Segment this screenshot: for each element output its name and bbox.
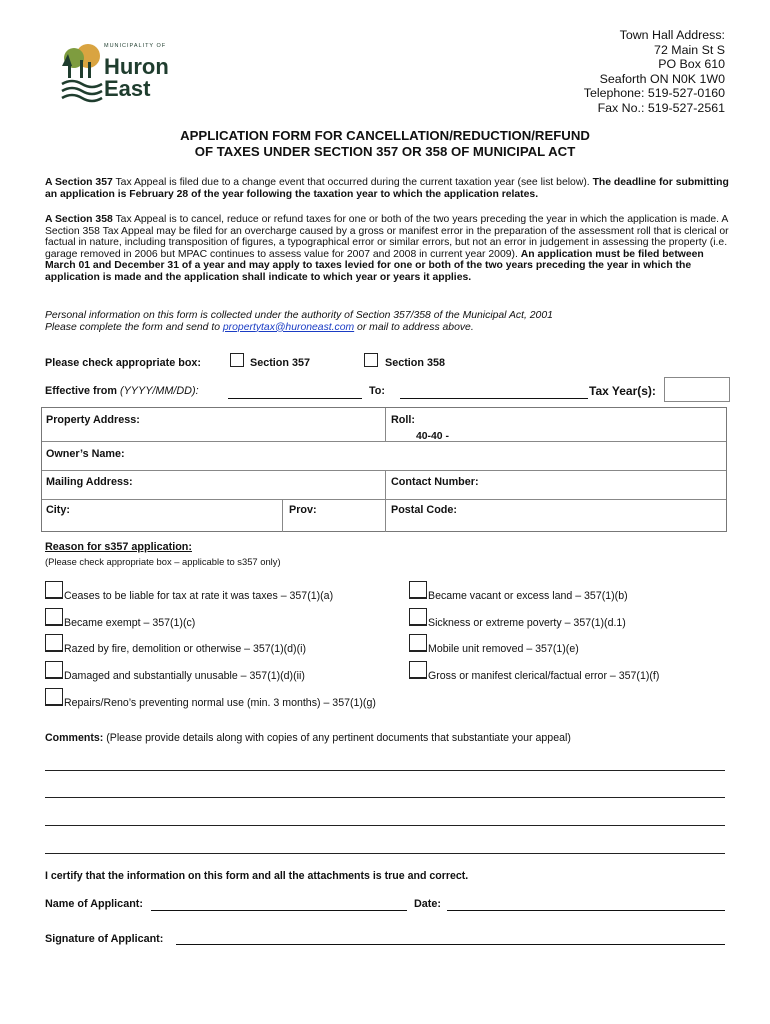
certification-statement: I certify that the information on this form and all the attachments is true and correct. (45, 870, 469, 882)
comments-line-3[interactable] (45, 825, 725, 826)
section-357-description (45, 177, 735, 200)
property-address-field[interactable]: Property Address: (46, 414, 140, 426)
reason-label: Ceases to be liable for tax at rate it was taxes – 357(1)(a) (64, 590, 334, 602)
privacy-notice (45, 310, 735, 333)
reason-checkbox-357-1-d1[interactable] (409, 608, 427, 626)
reason-checkbox-357-1-c[interactable] (45, 608, 63, 626)
effective-from-field[interactable] (228, 398, 362, 399)
reason-label: Gross or manifest clerical/factual error – 357(1)(f) (428, 670, 660, 682)
tax-year-field[interactable] (664, 377, 730, 402)
signature-field[interactable] (176, 944, 725, 945)
para-text: Tax Appeal is to cancel, reduce or refund taxes for one or both of the two years preceding the year in which the application is made. A Section 358 Tax Appeal may be filed for an overcharge caused by a gross or manifest error in the preparation of the assessment roll that is clerical or factual in nature, including transposition of figures, a typographical error or similar errors, but not an error in judgement in assessing the property (i.e. garage removed in 2006 but MPAC continues to assess value for 2007 and 2008 in current year 2009). (45, 214, 729, 260)
privacy-line-2 (45, 322, 735, 334)
address-line: Seaforth ON N0K 1W0 (599, 71, 725, 86)
postal-code-field[interactable]: Postal Code: (391, 504, 457, 516)
reason-checkbox-357-1-d-ii[interactable] (45, 661, 63, 679)
address-line: Town Hall Address: (619, 28, 725, 42)
reason-label: Damaged and substantially unusable – 357(1)(d)(ii) (64, 670, 305, 682)
form-title (0, 128, 770, 160)
form-title-line: OF TAXES UNDER SECTION 357 OR 358 OF MUNICIPAL ACT (194, 144, 576, 159)
comments-label (45, 732, 571, 744)
effective-to-field[interactable] (400, 398, 588, 399)
roll-prefix: 40-40 - (416, 431, 449, 442)
section-357-checkbox[interactable] (230, 353, 244, 372)
to-label: To: (369, 385, 385, 397)
date-format-hint: (YYYY/MM/DD): (120, 385, 199, 397)
privacy-text: Please complete the form and send to (45, 321, 223, 333)
reason-checkbox-357-1-a[interactable] (45, 581, 63, 599)
para-deadline: An application must be filed between March 01 and December 31 of a year and may apply to taxes levied for one or both of the two years preceding the year in which the application is made and the application shall indicate to which year or years it applies. (45, 248, 704, 283)
section-358-label: Section 358 (385, 357, 446, 369)
logo-word-huron: Huron (104, 54, 169, 79)
reason-checkbox-357-1-e[interactable] (409, 634, 427, 652)
email-link[interactable]: propertytax@huroneast.com (222, 321, 355, 333)
reason-label: Sickness or extreme poverty – 357(1)(d.1) (428, 617, 626, 629)
roll-field[interactable]: Roll: (391, 414, 415, 426)
comments-line-1[interactable] (45, 770, 725, 771)
logo-word-east: East (104, 76, 151, 101)
signature-label: Signature of Applicant: (45, 933, 164, 945)
reason-checkbox-357-1-g[interactable] (45, 688, 63, 706)
comments-line-2[interactable] (45, 797, 725, 798)
privacy-text: or mail to address above. (354, 321, 474, 333)
comments-note: (Please provide details along with copies of any pertinent documents that substantiate your appeal) (103, 732, 571, 744)
reason-checkbox-357-1-b[interactable] (409, 581, 427, 599)
para-text: Tax Appeal is filed due to a change event that occurred during the current taxation year (see list below). (112, 177, 593, 188)
property-info-table (41, 407, 727, 532)
tax-year-label: Tax Year(s): (589, 384, 656, 398)
form-title-line: APPLICATION FORM FOR CANCELLATION/REDUCTION/REFUND (180, 128, 590, 143)
privacy-line: Personal information on this form is collected under the authority of Section 357/358 of the Municipal Act, 2001 (45, 310, 553, 321)
reason-label: Repairs/Reno’s preventing normal use (min. 3 months) – 357(1)(g) (64, 697, 376, 709)
reason-label: Mobile unit removed – 357(1)(e) (428, 643, 579, 655)
effective-label-text: Effective from (45, 385, 117, 397)
reason-note: (Please check appropriate box – applicable to s357 only) (45, 556, 281, 567)
comments-heading: Comments: (45, 732, 104, 744)
para-lead: A Section 358 (45, 214, 113, 225)
prov-field[interactable]: Prov: (289, 504, 317, 516)
reason-checkbox-357-1-d-i[interactable] (45, 634, 63, 652)
date-field[interactable] (447, 910, 725, 911)
fax: Fax No.: 519-527-2561 (597, 100, 725, 115)
reason-checkbox-357-1-f[interactable] (409, 661, 427, 679)
applicant-name-label: Name of Applicant: (45, 898, 143, 910)
comments-line-4[interactable] (45, 853, 725, 854)
reason-label: Became exempt – 357(1)(c) (64, 617, 196, 629)
reason-label: Became vacant or excess land – 357(1)(b) (428, 590, 628, 602)
address-line: PO Box 610 (658, 57, 725, 72)
huron-east-logo (58, 40, 188, 106)
contact-number-field[interactable]: Contact Number: (391, 476, 479, 488)
para-lead: A Section 357 (45, 177, 113, 188)
reason-heading: Reason for s357 application: (45, 541, 192, 553)
reason-label: Razed by fire, demolition or otherwise – 357(1)(d)(i) (64, 643, 306, 655)
section-357-label: Section 357 (250, 357, 311, 369)
logo-emblem-icon (58, 40, 104, 106)
para-deadline: The deadline for submitting an application is February 28 of the year following the taxation year to which the application relates. (45, 177, 729, 200)
section-358-checkbox[interactable] (364, 353, 378, 372)
applicant-name-field[interactable] (151, 910, 407, 911)
town-hall-address (584, 28, 725, 116)
city-field[interactable]: City: (46, 504, 70, 516)
address-line: 72 Main St S (654, 42, 725, 57)
telephone: Telephone: 519-527-0160 (583, 86, 725, 101)
check-box-label: Please check appropriate box: (45, 357, 202, 369)
effective-from-label (45, 385, 199, 397)
section-358-description (45, 214, 735, 284)
logo-municipality-text: MUNICIPALITY OF (104, 43, 167, 49)
owners-name-field[interactable]: Owner’s Name: (46, 448, 125, 460)
mailing-address-field[interactable]: Mailing Address: (46, 476, 133, 488)
date-label: Date: (414, 898, 441, 910)
